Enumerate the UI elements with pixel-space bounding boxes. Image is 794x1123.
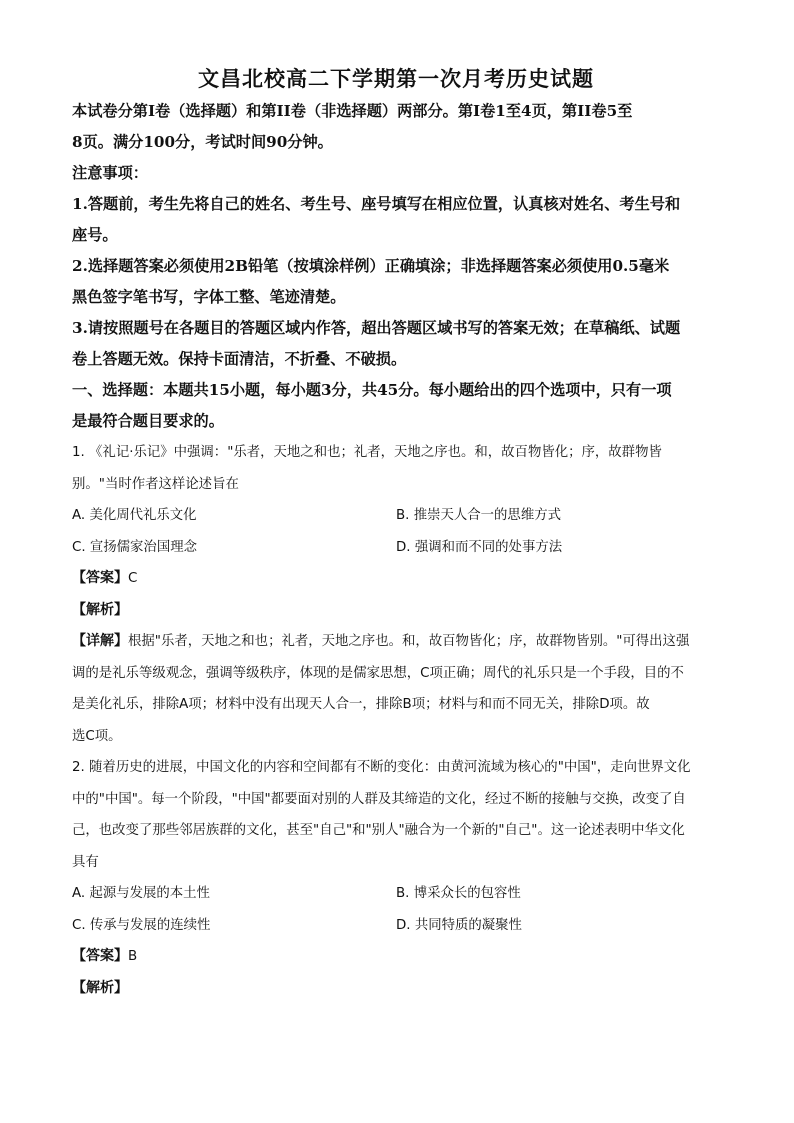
answer-value: C (128, 571, 138, 586)
option-row (72, 910, 720, 942)
question-stem-line: 己，也改变了那些邻居族群的文化，甚至"自己"和"别人"融合为一个新的"自己"。这一论述表明中华文化 (72, 823, 685, 838)
notice-line: 3.请按照题号在各题目的答题区域内作答，超出答题区域书写的答案无效；在草稿纸、试题 (72, 319, 681, 337)
option-row (72, 878, 720, 910)
answer-tag: 【答案】 (72, 570, 128, 586)
question-stem-line: 别。"当时作者这样论述旨在 (72, 476, 239, 492)
option-d: D. 共同特质的凝聚性 (396, 917, 522, 933)
question-stem-line: 1. 《礼记·乐记》中强调："乐者，天地之和也；礼者，天地之序也。和，故百物皆化；序，故群物皆 (72, 445, 662, 460)
option-c: C. 传承与发展的连续性 (72, 917, 211, 933)
detail-line (72, 626, 720, 658)
answer-line (72, 563, 720, 595)
answer-line (72, 941, 720, 973)
analysis-line (72, 973, 720, 1005)
question-1 (72, 437, 720, 752)
question-2 (72, 752, 720, 1004)
notice-line: 卷上答题无效。保持卡面清洁，不折叠、不破损。 (72, 350, 407, 368)
section-line: 是最符合题目要求的。 (72, 412, 224, 430)
section-heading (72, 375, 720, 437)
notice-list (72, 189, 720, 375)
question-stem-line: 中的"中国"。每一个阶段，"中国"都要面对别的人群及其缔造的文化，经过不断的接触与交换，改变了自 (72, 791, 686, 807)
option-b: B. 博采众长的包容性 (396, 886, 521, 901)
notice-line: 黑色签字笔书写，字体工整、笔迹清楚。 (72, 288, 346, 306)
page-title: 文昌北校高二下学期第一次月考历史试题 (198, 66, 594, 91)
answer-tag: 【答案】 (72, 948, 128, 964)
analysis-tag: 【解析】 (72, 601, 128, 618)
detail-line: 选C项。 (72, 728, 122, 744)
option-a: A. 美化周代礼乐文化 (72, 508, 197, 523)
detail-line: 是美化礼乐，排除A项；材料中没有出现天人合一，排除B项；材料与和而不同无关，排除D项。故 (72, 697, 650, 712)
analysis-tag: 【解析】 (72, 979, 128, 996)
option-a: A. 起源与发展的本土性 (72, 886, 210, 901)
option-b: B. 推崇天人合一的思维方式 (396, 508, 561, 523)
intro-line: 本试卷分第Ⅰ卷（选择题）和第II卷（非选择题）两部分。第Ⅰ卷1至4页，第II卷5至 (72, 102, 633, 120)
exam-page (72, 62, 720, 1004)
notice-line: 座号。 (72, 226, 118, 244)
detail-text: 根据"乐者，天地之和也；礼者，天地之序也。和，故百物皆化；序，故群物皆别。"可得出这强 (128, 634, 690, 649)
option-row (72, 500, 720, 532)
detail-line: 调的是礼乐等级观念，强调等级秩序，体现的是儒家思想，C项正确；周代的礼乐只是一个手段，目的不 (72, 665, 684, 681)
option-d: D. 强调和而不同的处事方法 (396, 539, 563, 555)
section-line: 一、选择题：本题共15小题，每小题3分，共45分。每小题给出的四个选项中，只有一项 (72, 381, 672, 399)
analysis-line (72, 595, 720, 627)
intro-paragraph (72, 96, 720, 158)
notice-line: 1.答题前，考生先将自己的姓名、考生号、座号填写在相应位置，认真核对姓名、考生号和 (72, 195, 681, 213)
notice-line: 2.选择题答案必须使用2B铅笔（按填涂样例）正确填涂；非选择题答案必须使用0.5毫米 (72, 257, 670, 275)
option-row (72, 532, 720, 564)
detail-tag: 【详解】 (72, 633, 128, 649)
intro-line: 8页。满分100分，考试时间90分钟。 (72, 133, 333, 151)
option-c: C. 宣扬儒家治国理念 (72, 539, 197, 555)
question-stem-line: 具有 (72, 854, 99, 870)
notice-heading: 注意事项： (72, 164, 148, 182)
question-stem-line: 2. 随着历史的进展，中国文化的内容和空间都有不断的变化：由黄河流域为核心的"中国"，走向世界文化 (72, 760, 691, 775)
answer-value: B (128, 949, 138, 964)
